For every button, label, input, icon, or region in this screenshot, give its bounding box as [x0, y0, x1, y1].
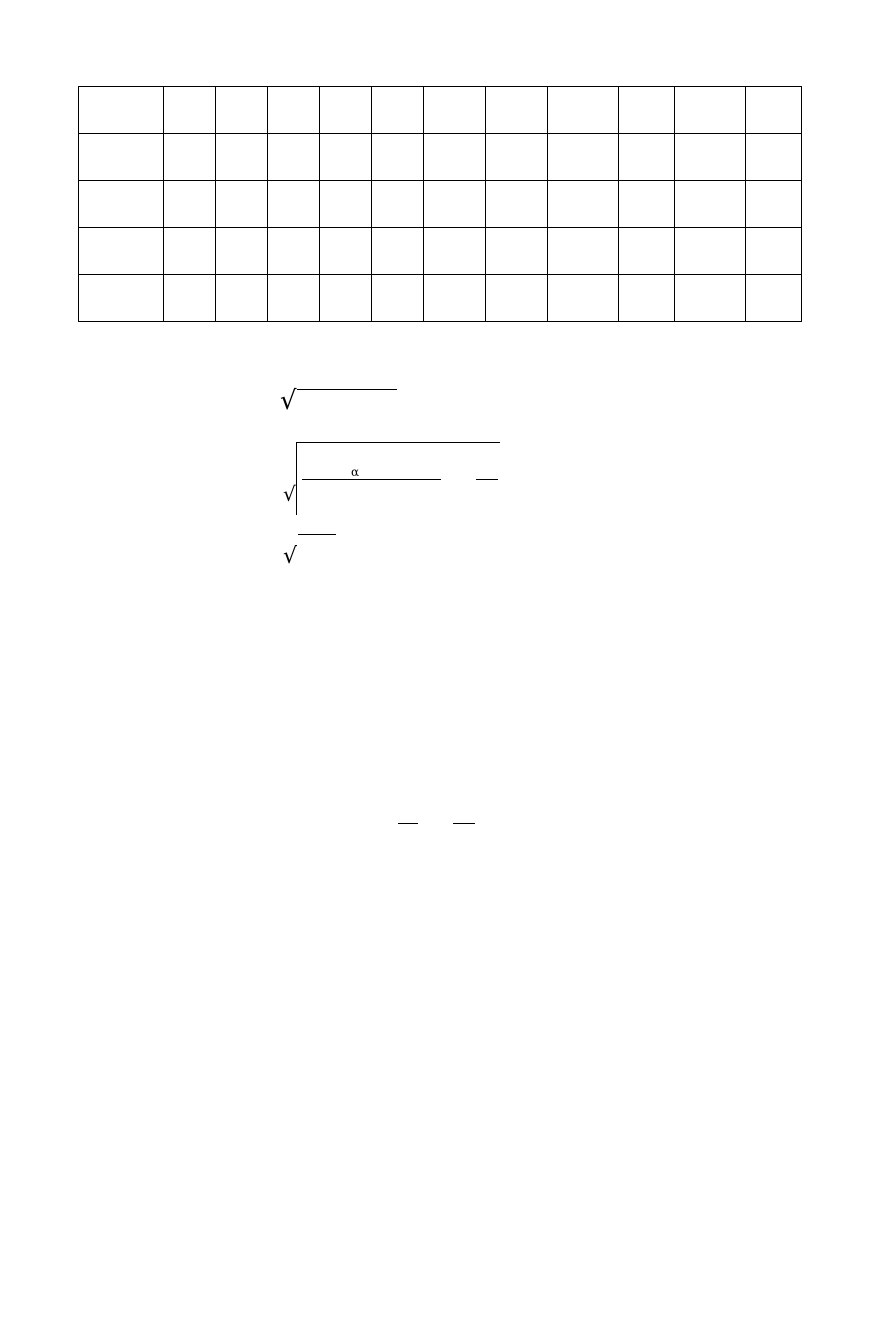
radical-hook-2: √ — [283, 482, 296, 506]
table-cell — [372, 181, 424, 228]
table-cell — [424, 87, 486, 134]
radical-sign-3: √ — [283, 544, 298, 569]
table-cell — [424, 275, 486, 322]
table-cell — [79, 228, 164, 275]
table-cell — [486, 134, 548, 181]
radical-sign-1: √ — [280, 386, 297, 416]
table-cell — [372, 228, 424, 275]
table-cell — [548, 134, 619, 181]
table-cell — [320, 228, 372, 275]
table-cell — [320, 134, 372, 181]
table-cell — [424, 228, 486, 275]
table-cell — [746, 134, 802, 181]
table-cell — [486, 228, 548, 275]
table-cell — [486, 87, 548, 134]
table-cell — [548, 181, 619, 228]
table-cell — [548, 87, 619, 134]
table-cell — [675, 134, 746, 181]
table-cell — [79, 181, 164, 228]
table-cell — [216, 228, 268, 275]
table-cell — [320, 87, 372, 134]
table-cell — [675, 228, 746, 275]
table-cell — [79, 275, 164, 322]
table-cell — [268, 228, 320, 275]
table-cell — [164, 181, 216, 228]
overbar-5b — [453, 823, 475, 824]
table-cell — [619, 87, 675, 134]
radical-bar-3 — [298, 534, 336, 535]
alpha-symbol: α — [351, 465, 360, 479]
table-cell — [619, 134, 675, 181]
table-cell — [746, 275, 802, 322]
table-cell — [320, 181, 372, 228]
table-row — [79, 228, 802, 275]
table-cell — [424, 134, 486, 181]
table-cell — [675, 275, 746, 322]
radical-bar-1 — [297, 389, 397, 390]
table-cell — [675, 181, 746, 228]
grid-body — [79, 87, 802, 322]
table-cell — [79, 134, 164, 181]
radical-bar-2 — [296, 442, 500, 443]
fraction-bar-2b — [476, 479, 498, 480]
table-cell — [486, 181, 548, 228]
table-cell — [619, 275, 675, 322]
empty-grid-table — [78, 86, 802, 322]
table-cell — [268, 181, 320, 228]
table-cell — [164, 228, 216, 275]
table-cell — [619, 181, 675, 228]
table-cell — [164, 275, 216, 322]
table-cell — [746, 181, 802, 228]
table-row — [79, 87, 802, 134]
table-cell — [268, 134, 320, 181]
table-cell — [268, 275, 320, 322]
table-cell — [675, 87, 746, 134]
table-cell — [268, 87, 320, 134]
table-row — [79, 134, 802, 181]
table-cell — [164, 87, 216, 134]
table-cell — [424, 181, 486, 228]
table-cell — [619, 228, 675, 275]
table-cell — [548, 275, 619, 322]
table-cell — [216, 87, 268, 134]
table-cell — [372, 87, 424, 134]
table-cell — [216, 275, 268, 322]
overbar-5a — [398, 823, 418, 824]
table-cell — [164, 134, 216, 181]
table-cell — [320, 275, 372, 322]
table-cell — [79, 87, 164, 134]
table-cell — [486, 275, 548, 322]
table-cell — [746, 87, 802, 134]
fraction-bar-2a — [302, 479, 441, 480]
table-cell — [746, 228, 802, 275]
table-row — [79, 275, 802, 322]
table-cell — [372, 275, 424, 322]
radical-stem-2 — [296, 443, 297, 515]
table-cell — [216, 134, 268, 181]
table-row — [79, 181, 802, 228]
table-cell — [548, 228, 619, 275]
table-cell — [372, 134, 424, 181]
table-cell — [216, 181, 268, 228]
